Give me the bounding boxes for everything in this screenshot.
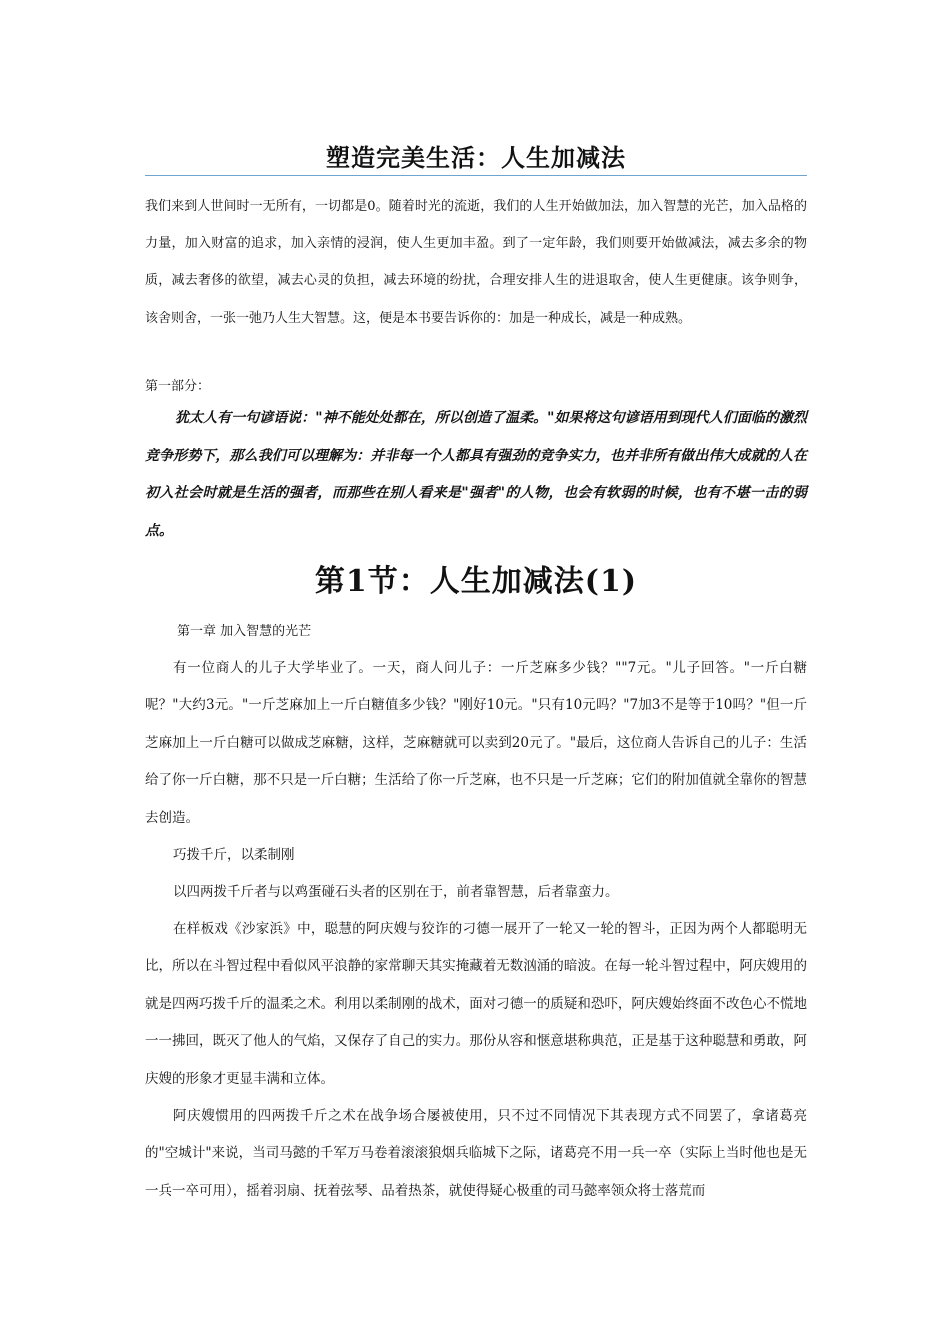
part-label: 第一部分： [145, 379, 211, 394]
chapter-heading: 第一章 加入智慧的光芒 [177, 624, 312, 639]
body-paragraph: 在样板戏《沙家浜》中，聪慧的阿庆嫂与狡诈的刁德一展开了一轮又一轮的智斗，正因为两个人都聪明无比，所以在斗智过程中看似风平浪静的家常聊天其实掩藏着无数汹涌的暗波。在每一轮斗智过程中，阿庆嫂用的就是四两巧拨千斤的温柔之术。利用以柔制刚的战术，面对刁德一的质疑和恐吓，阿庆嫂始终面不改色心不慌地一一拂回，既灭了他人的气焰，又保存了自己的实力。那份从容和惬意堪称典范，正是基于这种聪慧和勇敢，阿庆嫂的形象才更显丰满和立体。 [145, 921, 807, 1087]
intro-paragraph: 我们来到人世间时一无所有，一切都是0。随着时光的流逝，我们的人生开始做加法，加入智慧的光芒，加入品格的力量，加入财富的追求，加入亲情的浸润，使人生更加丰盈。到了一定年龄，我们则要开始做减法，减去多余的物质，减去奢侈的欲望，减去心灵的负担，减去环境的纷扰，合理安排人生的进退取舍，使人生更健康。该争则争，该舍则舍，一张一弛乃人生大智慧。这，便是本书要告诉你的：加是一种成长，减是一种成熟。 [145, 199, 807, 326]
quote-paragraph: 犹太人有一句谚语说："神不能处处都在，所以创造了温柔。"如果将这句谚语用到现代人们面临的激烈竞争形势下，那么我们可以理解为：并非每一个人都具有强劲的竞争实力，也并非所有做出伟大成就的人在初入社会时就是生活的强者，而那些在别人看来是"强者"的人物，也会有软弱的时候，也有不堪一击的弱点。 [145, 410, 807, 539]
title-divider [145, 175, 807, 176]
body-paragraph: 以四两拨千斤者与以鸡蛋碰石头者的区别在于，前者靠智慧，后者靠蛮力。 [173, 884, 619, 900]
document-title: 塑造完美生活：人生加减法 [326, 144, 626, 172]
body-paragraph: 阿庆嫂惯用的四两拨千斤之术在战争场合屡被使用，只不过不同情况下其表现方式不同罢了，拿诸葛亮的"空城计"来说，当司马懿的千军万马卷着滚滚狼烟兵临城下之际，诸葛亮不用一兵一卒（实际上当时他也是无一兵一卒可用），摇着羽扇、抚着弦琴、品着热茶，就使得疑心极重的司马懿率领众将士落荒而 [145, 1108, 807, 1199]
section-title: 第1节：人生加减法(1) [314, 564, 638, 599]
body-paragraph: 有一位商人的儿子大学毕业了。一天，商人问儿子：一斤芝麻多少钱？""7元。"儿子回答。"一斤白糖呢？"大约3元。"一斤芝麻加上一斤白糖值多少钱？"刚好10元。"只有10元吗？"7加3不是等于10吗？"但一斤芝麻加上一斤白糖可以做成芝麻糖，这样，芝麻糖就可以卖到20元了。"最后，这位商人告诉自己的儿子：生活给了你一斤白糖，那不只是一斤白糖；生活给了你一斤芝麻，也不只是一斤芝麻；它们的附加值就全靠你的智慧去创造。 [145, 660, 807, 826]
subheading-paragraph: 巧拨千斤，以柔制刚 [173, 847, 295, 863]
